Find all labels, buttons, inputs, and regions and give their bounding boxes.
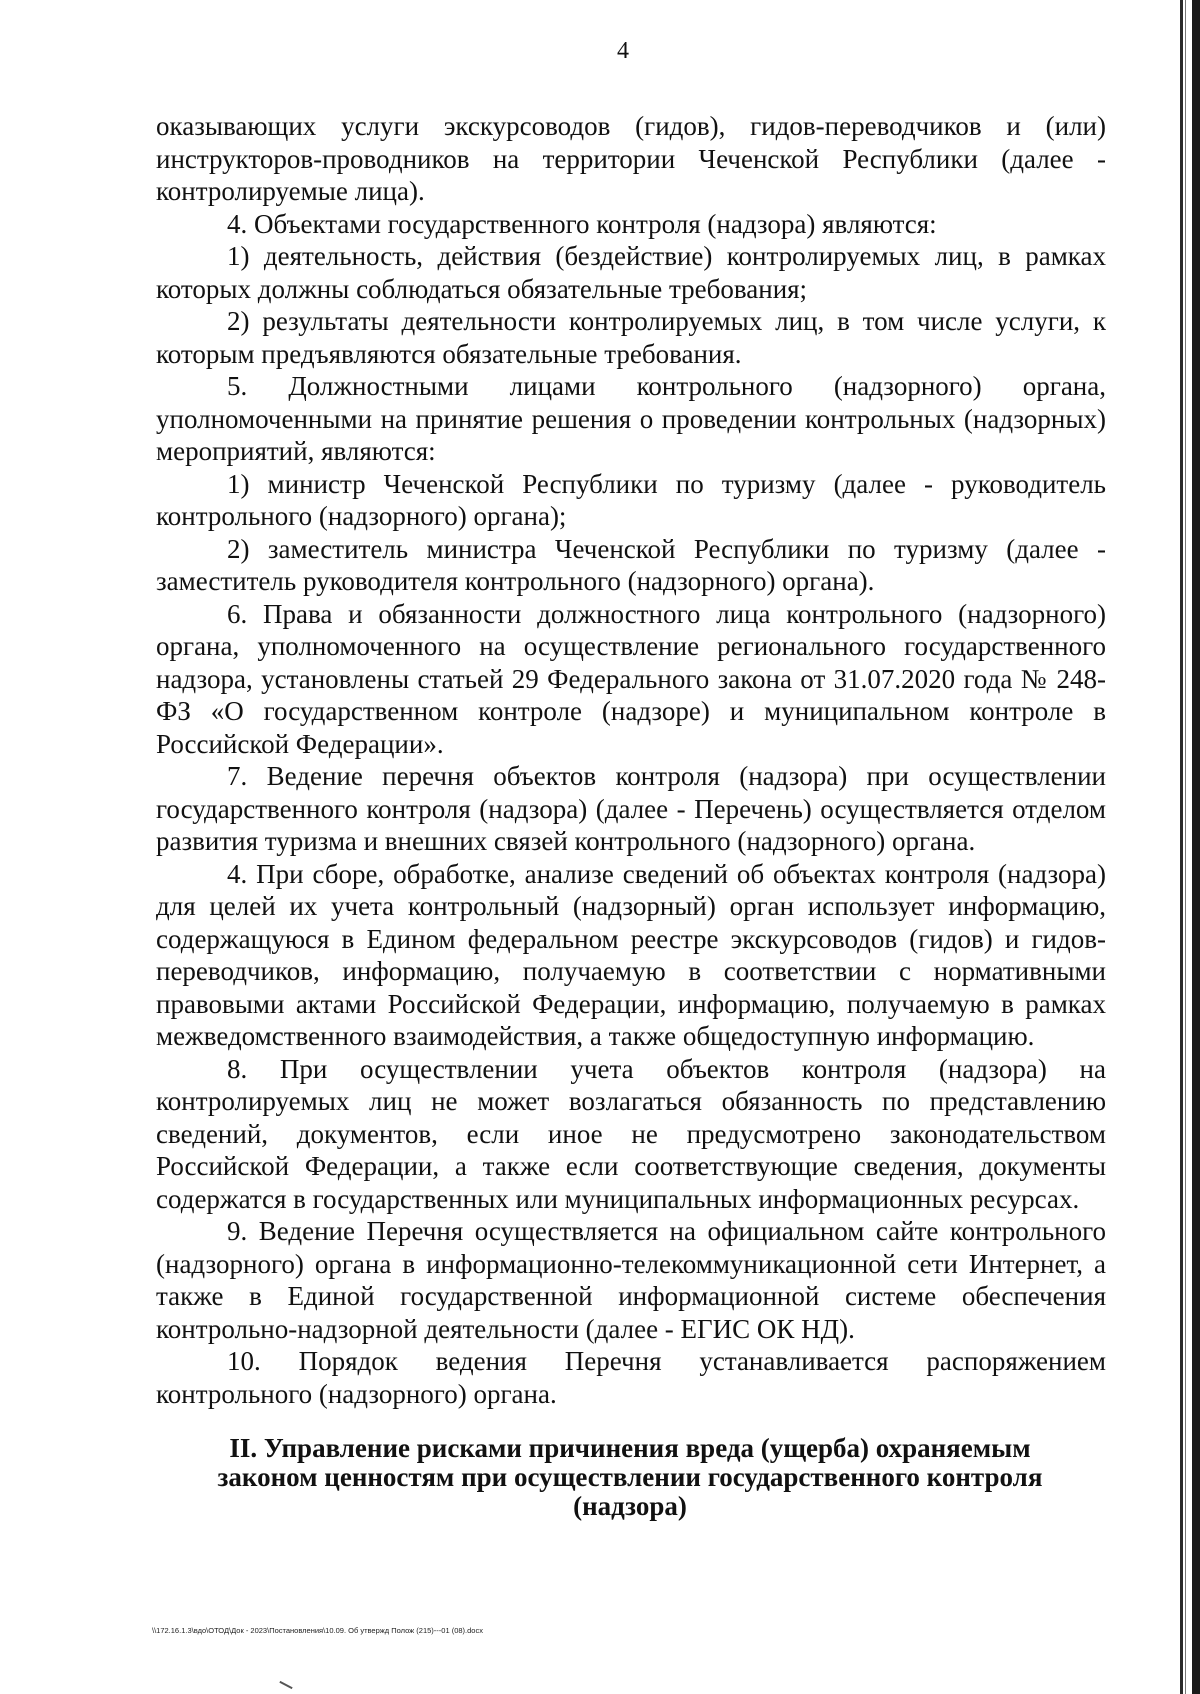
scan-edge-border — [1192, 0, 1200, 1694]
paragraph-continuation: оказывающих услуги экскурсоводов (гидов), гидов-переводчиков и (или) инструкторов-проводников на территории Чеченской Республики (далее - контролируемые лица). — [156, 111, 1106, 206]
paragraph-subitem-2-results: 2) результаты деятельности контролируемых лиц, в том числе услуги, к которым предъявляются обязательные требования. — [156, 306, 1106, 369]
section-heading-line-1: II. Управление рисками причинения вреда (ущерба) охраняемым — [229, 1433, 1031, 1463]
paragraph-subitem-1-activity: 1) деятельность, действия (бездействие) контролируемых лиц, в рамках которых должны соблюдаться обязательные требования; — [156, 241, 1106, 304]
section-heading-line-3: (надзора) — [573, 1491, 687, 1521]
paragraph-subitem-1-minister: 1) министр Чеченской Республики по туризму (далее - руководитель контрольного (надзорного) органа); — [156, 468, 1106, 531]
section-heading — [150, 1434, 1110, 1521]
scan-mark — [279, 1681, 292, 1689]
paragraph-item-8-accounting: 8. При осуществлении учета объектов контроля (надзора) на контролируемых лиц не может возлагаться обязанность по представлению сведений, документов, если иное не предусмотрено законодательством Российской Федерации, а также если соответствующие сведения, документы содержатся в государственных или муниципальных информационных ресурсах. — [156, 1053, 1106, 1214]
paragraph-item-6-rights: 6. Права и обязанности должностного лица контрольного (надзорного) органа, уполномоченного на осуществление регионального государственного надзора, установлены статьей 29 Федерального закона от 31.07.2020 года № 248-ФЗ «О государственном контроле (надзоре) и муниципальном контроле в Российской Федерации». — [156, 598, 1106, 759]
page-number: 4 — [617, 38, 629, 64]
paragraph-item-5-officials: 5. Должностными лицами контрольного (надзорного) органа, уполномоченными на принятие решения о проведении контрольных (надзорных) мероприятий, являются: — [156, 371, 1106, 466]
scan-edge-line — [1180, 0, 1183, 1694]
scan-edge-line-thin — [1185, 0, 1186, 1694]
section-heading-line-2: законом ценностям при осуществлении государственного контроля — [217, 1462, 1043, 1492]
paragraph-item-4-objects: 4. Объектами государственного контроля (надзора) являются: — [227, 208, 937, 239]
paragraph-item-4-collection: 4. При сборе, обработке, анализе сведений об объектах контроля (надзора) для целей их учета контрольный (надзорный) орган использует информацию, содержащуюся в Едином федеральном реестре экскурсоводов (гидов) и гидов-переводчиков, информацию, получаемую в соответствии с нормативными правовыми актами Российской Федерации, информацию, получаемую в рамках межведомственного взаимодействия, а также общедоступную информацию. — [156, 858, 1106, 1051]
paragraph-item-9-website: 9. Ведение Перечня осуществляется на официальном сайте контрольного (надзорного) органа в информационно-телекоммуникационной сети Интернет, а также в Единой государственной информационной системе обеспечения контрольно-надзорной деятельности (далее - ЕГИС ОК НД). — [156, 1216, 1106, 1344]
paragraph-item-10-procedure: 10. Порядок ведения Перечня устанавливается распоряжением контрольного (надзорного) органа. — [156, 1346, 1106, 1409]
paragraph-item-7-list: 7. Ведение перечня объектов контроля (надзора) при осуществлении государственного контроля (надзора) (далее - Перечень) осуществляется отделом развития туризма и внешних связей контрольного (надзорного) органа. — [156, 761, 1106, 856]
paragraph-subitem-2-deputy: 2) заместитель министра Чеченской Республики по туризму (далее - заместитель руководителя контрольного (надзорного) органа). — [156, 533, 1106, 596]
document-body — [156, 110, 1106, 1410]
file-path-footer: \\172.16.1.3\вдо\ОТОД\Док - 2023\Постановления\10.09. Об утвержд Полож (215)---01 (08).docx — [152, 1626, 483, 1635]
